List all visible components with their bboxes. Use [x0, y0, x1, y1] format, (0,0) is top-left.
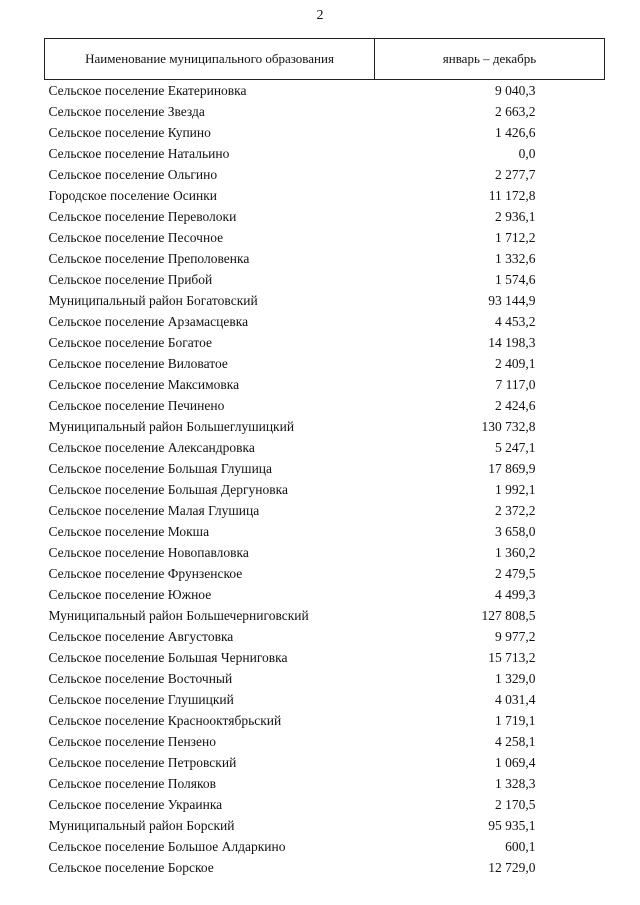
table-row [45, 773, 605, 794]
table-header [45, 39, 605, 80]
value-cell: 130 732,8 [481, 418, 536, 434]
page-number: 2 [316, 8, 324, 23]
municipality-name-cell: Сельское поселение Борское [48, 859, 214, 875]
municipality-name-cell: Сельское поселение Арзамасцевка [48, 313, 249, 329]
value-cell: 3 658,0 [495, 523, 536, 539]
municipality-name-cell: Сельское поселение Пензено [48, 733, 216, 749]
table-row [45, 80, 605, 102]
municipality-name-cell: Сельское поселение Песочное [48, 229, 224, 245]
table-row [45, 479, 605, 500]
value-cell: 2 936,1 [495, 208, 536, 224]
value-cell: 4 258,1 [495, 733, 536, 749]
value-cell: 1 574,6 [495, 271, 536, 287]
value-cell: 1 329,0 [495, 670, 536, 686]
municipality-name-cell: Сельское поселение Восточный [48, 670, 233, 686]
table-row [45, 374, 605, 395]
value-cell: 17 869,9 [488, 460, 536, 476]
municipality-name-cell: Сельское поселение Преполовенка [48, 250, 250, 266]
value-cell: 9 040,3 [495, 82, 536, 98]
table-row [45, 311, 605, 332]
table-row [45, 290, 605, 311]
value-cell: 127 808,5 [481, 607, 536, 623]
table-row [45, 857, 605, 878]
value-cell: 93 144,9 [488, 292, 536, 308]
table-row [45, 752, 605, 773]
value-cell: 1 069,4 [495, 754, 536, 770]
table-row [45, 500, 605, 521]
table-row [45, 143, 605, 164]
table-row [45, 584, 605, 605]
table-row [45, 185, 605, 206]
municipality-name-cell: Сельское поселение Купино [48, 124, 211, 140]
value-cell: 2 663,2 [495, 103, 536, 119]
table-row [45, 794, 605, 815]
value-cell: 12 729,0 [488, 859, 536, 875]
table-row [45, 269, 605, 290]
municipality-name-cell: Муниципальный район Борский [48, 817, 235, 833]
municipality-name-cell: Сельское поселение Августовка [48, 628, 234, 644]
municipality-name-cell: Сельское поселение Фрунзенское [48, 565, 243, 581]
municipality-name-cell: Сельское поселение Богатое [48, 334, 213, 350]
table-row [45, 353, 605, 374]
municipality-name-cell: Сельское поселение Большое Алдаркино [48, 838, 286, 854]
municipality-name-cell: Сельское поселение Переволоки [48, 208, 237, 224]
table-row [45, 542, 605, 563]
table-row [45, 122, 605, 143]
municipality-name-cell: Сельское поселение Новопавловка [48, 544, 249, 560]
municipality-name-cell: Сельское поселение Большая Глушица [48, 460, 273, 476]
municipality-name-cell: Сельское поселение Петровский [48, 754, 237, 770]
table-row [45, 689, 605, 710]
municipality-name-cell: Муниципальный район Большечерниговский [48, 607, 309, 623]
value-cell: 2 479,5 [495, 565, 536, 581]
table-row [45, 731, 605, 752]
table-row [45, 521, 605, 542]
municipality-name-cell: Сельское поселение Максимовка [48, 376, 240, 392]
header-municipality-name: Наименование муниципального образования [45, 39, 375, 80]
value-cell: 1 426,6 [495, 124, 536, 140]
value-cell: 2 409,1 [495, 355, 536, 371]
municipality-name-cell: Сельское поселение Натальино [48, 145, 230, 161]
table-row [45, 206, 605, 227]
header-period: январь – декабрь [375, 39, 605, 80]
value-cell: 2 424,6 [495, 397, 536, 413]
municipality-name-cell: Сельское поселение Ольгино [48, 166, 218, 182]
table-row [45, 332, 605, 353]
municipality-name-cell: Сельское поселение Печинено [48, 397, 225, 413]
municipality-name-cell: Сельское поселение Прибой [48, 271, 213, 287]
table-row [45, 458, 605, 479]
value-cell: 9 977,2 [495, 628, 536, 644]
municipality-name-cell: Сельское поселение Виловатое [48, 355, 228, 371]
value-cell: 600,1 [505, 838, 536, 854]
value-cell: 7 117,0 [495, 376, 536, 392]
value-cell: 1 332,6 [495, 250, 536, 266]
value-cell: 5 247,1 [495, 439, 536, 455]
value-cell: 11 172,8 [488, 187, 536, 203]
value-cell: 1 328,3 [495, 775, 536, 791]
table-row [45, 836, 605, 857]
table-row [45, 164, 605, 185]
table-row [45, 605, 605, 626]
value-cell: 2 372,2 [495, 502, 536, 518]
municipality-name-cell: Муниципальный район Большеглушицкий [48, 418, 295, 434]
municipality-name-cell: Сельское поселение Александровка [48, 439, 255, 455]
municipality-name-cell: Сельское поселение Южное [48, 586, 212, 602]
municipality-name-cell: Сельское поселение Звезда [48, 103, 205, 119]
value-cell: 4 453,2 [495, 313, 536, 329]
value-cell: 15 713,2 [488, 649, 536, 665]
municipality-name-cell: Сельское поселение Екатериновка [48, 82, 247, 98]
value-cell: 4 499,3 [495, 586, 536, 602]
municipality-name-cell: Сельское поселение Большая Дергуновка [48, 481, 288, 497]
table-row [45, 563, 605, 584]
table-row [45, 815, 605, 836]
value-cell: 1 719,1 [495, 712, 536, 728]
municipality-name-cell: Сельское поселение Украинка [48, 796, 223, 812]
table-row [45, 227, 605, 248]
value-cell: 1 992,1 [495, 481, 536, 497]
table-body [45, 80, 605, 879]
value-cell: 14 198,3 [488, 334, 536, 350]
municipality-name-cell: Сельское поселение Краснооктябрьский [48, 712, 282, 728]
value-cell: 2 277,7 [495, 166, 536, 182]
header-row [45, 39, 605, 80]
table-row [45, 416, 605, 437]
municipal-data-table [44, 38, 605, 878]
value-cell: 4 031,4 [495, 691, 536, 707]
value-cell: 0,0 [518, 145, 536, 161]
table-row [45, 647, 605, 668]
value-cell: 95 935,1 [488, 817, 536, 833]
municipality-name-cell: Сельское поселение Глушицкий [48, 691, 234, 707]
municipality-name-cell: Сельское поселение Поляков [48, 775, 216, 791]
table-row [45, 668, 605, 689]
municipality-name-cell: Муниципальный район Богатовский [48, 292, 258, 308]
municipality-name-cell: Сельское поселение Мокша [48, 523, 210, 539]
table-row [45, 626, 605, 647]
table-row [45, 395, 605, 416]
table-row [45, 248, 605, 269]
value-cell: 1 712,2 [495, 229, 536, 245]
value-cell: 2 170,5 [495, 796, 536, 812]
municipality-name-cell: Сельское поселение Малая Глушица [48, 502, 260, 518]
value-cell: 1 360,2 [495, 544, 536, 560]
table-row [45, 710, 605, 731]
table-row [45, 101, 605, 122]
municipality-name-cell: Сельское поселение Большая Черниговка [48, 649, 288, 665]
table-row [45, 437, 605, 458]
municipality-name-cell: Городское поселение Осинки [48, 187, 217, 203]
